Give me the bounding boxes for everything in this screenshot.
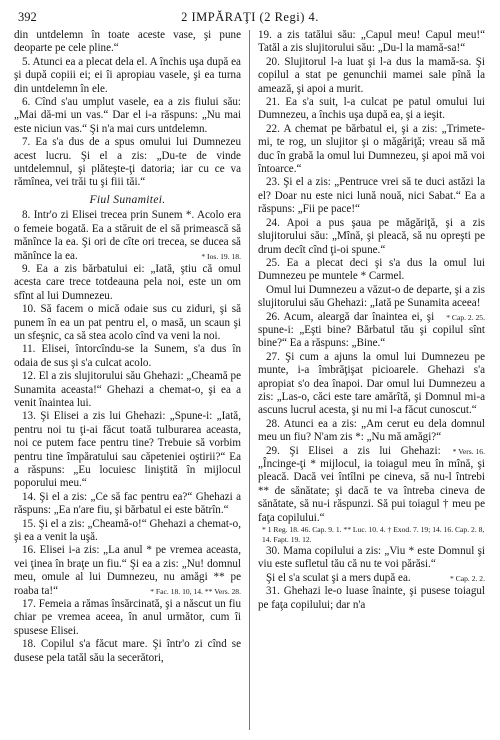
verse-paragraph: 14. Şi el a zis: „Ce să fac pentru ea?“ Ghehazi a răspuns: „Ea n'are fiu, şi bărbatul ei este bătrîn.“ <box>14 490 241 517</box>
page-number: 392 <box>18 10 37 24</box>
verse-paragraph: 30. Mama copilului a zis: „Viu * este Domnul şi viu este sufletul tău că nu te voi părăsi.“ <box>258 545 485 571</box>
verse-paragraph: 16. Elisei i-a zis: „La anul * pe vremea aceasta, vei ţinea în braţe un fiu.“ Şi ea a zis: „Nu! domnul meu, omule al lui Dumnezeu, nu amăgi ** pe roaba ta!“ * Fac. 18. 10, 14. ** Vers. 28. <box>14 544 241 597</box>
verse-paragraph: 27. Şi cum a ajuns la omul lui Dumnezeu pe munte, i-a îmbrăţişat picioarele. Ghehazi s'a apropiat s'o dea înapoi. Dar omul lui Dumnezeu a zis: „Las-o, căci este tare amărîtă, şi Domnul mi-a ascuns lucrul acesta, şi nu mi l-a făcut cunoscut.“ <box>258 350 485 417</box>
verse-paragraph: 11. Elisei, întorcîndu-se la Sunem, s'a dus în odaia de sus şi s'a culcat acolo. <box>14 343 241 369</box>
verse-paragraph: Şi el s'a sculat şi a mers după ea. * Cap. 2. 2. <box>266 571 485 584</box>
verse-paragraph: 5. Atunci ea a plecat dela el. A închis uşa după ea şi după copiii ei; ei îi apropiau vasele, şi ea turna din untdelemn în ele. <box>14 55 241 95</box>
verse-paragraph: 25. Ea a plecat deci şi s'a dus la omul lui Dumnezeu pe muntele * Carmel. <box>258 256 485 283</box>
verse-paragraph: 6. Cînd s'au umplut vasele, ea a zis fiului său: „Mai dă-mi un vas.“ Dar el i-a răspuns: „Nu mai este niciun vas.“ Şi n'a mai curs untdelemn. <box>14 96 241 135</box>
verse-paragraph: 20. Slujitorul l-a luat şi l-a dus la mamă-sa. Şi copilul a stat pe genunchii mamei sale pînă la amează, şi apoi a murit. <box>258 55 485 95</box>
verse-paragraph: 26. Acum, aleargă dar înaintea ei, şi spune-i: „Eşti bine? Bărbatul tău şi copilul sînt bine?“ Ea a răspuns: „Bine.“ <box>258 310 485 350</box>
cross-reference: * 1 Reg. 18. 46. Cap. 9. 1. ** Luc. 10. 4. † Exod. 7. 19; 14. 16. Cap. 2. 8, 14. Fapt. 19. 12. <box>262 525 485 545</box>
column-divider <box>249 30 250 730</box>
cross-reference: * Fac. 18. 10, 14. ** Vers. 28. <box>150 586 241 596</box>
verse-paragraph: 8. Intr'o zi Elisei trecea prin Sunem *. Acolo era o femeie bogată. Ea a stăruit de el să primească să mănînce la ea. Şi ori de cîte ori trecea, se ducea să mănînce la ea. * Ios. 19. 18. <box>14 209 241 262</box>
verse-paragraph: 24. Apoi a pus şaua pe măgăriţă, şi a zis slujitorului său: „Mînă, şi pleacă, să nu opreşti pe drum decît cînd ţi-oi spune.“ <box>258 216 485 256</box>
section-heading: Fiul Sunamitei. <box>89 192 166 206</box>
verse-paragraph: 15. Şi el a zis: „Cheamă-o!“ Ghehazi a chemat-o, şi ea a venit la uşă. <box>14 517 241 544</box>
page-header <box>14 9 486 25</box>
verse-paragraph: 18. Copilul s'a făcut mare. Şi într'o zi cînd se dusese pela tatăl său la secerători, <box>14 638 241 664</box>
verse-paragraph: 13. Şi Elisei a zis lui Ghehazi: „Spune-i: „Iată, pentru noi tu ţi-ai făcut toată tulburarea aceasta, noi ce putem face pentru tine? Trebuie să vorbim pentru tine împăratului sau căpeteniei oştirii?“ Ea a răspuns: „Eu locuiesc liniştită în mijlocul poporului meu.“ <box>14 410 241 490</box>
verse-paragraph: 29. Şi Elisei a zis lui Ghehazi: „Încinge-ţi * mijlocul, ia toiagul meu în mînă, şi pleacă. Dacă vei întîlni pe cineva, să nu-l întrebi ** de sănătate; şi dacă te va întreba cineva de sănătate, să nu-i răspunzi. Să pui toiagul † meu pe faţa copilului.“ * 1 Reg. 18. 46. Cap. 9. 1. ** Luc. 10. 4. † Exod. 7. 19; 14. 16. Cap. 2. 8, 14. Fapt. 19. 12. <box>258 444 485 545</box>
cross-reference: * Ios. 19. 18. <box>201 251 241 261</box>
verse-paragraph: 12. El a zis slujitorului său Ghehazi: „Cheamă pe Sunamita aceasta!“ Ghehazi a chemat-o, şi ea a venit înaintea lui. <box>14 370 241 409</box>
verse-paragraph: 23. Şi el a zis: „Pentruce vrei să te duci astăzi la el? Doar nu este nici lună nouă, nici Sabat.“ Ea a răspuns: „Fii pe pace!“ <box>258 176 485 216</box>
left-column <box>14 29 241 665</box>
verse-paragraph: 31. Ghehazi le-o luase înainte, şi pusese toiagul pe faţa copilului; dar n'a <box>258 585 485 611</box>
verse-paragraph: 22. A chemat pe bărbatul ei, şi a zis: „Trimete-mi, te rog, un slujitor şi o măgăriţă; vreau să mă duc în grabă la omul lui Dumnezeu, şi apoi mă voi întoarce.“ <box>258 122 485 176</box>
verse-paragraph: 19. a zis tatălui său: „Capul meu! Capul meu!“ Tatăl a zis slujitorului său: „Du-l la mamă-sa!“ <box>258 29 485 55</box>
cross-reference: * Vers. 16. <box>452 446 485 456</box>
verse-paragraph: 28. Atunci ea a zis: „Am cerut eu dela domnul meu un fiu? N'am zis *: „Nu mă amăgi?“ * Vers. 16. <box>258 418 485 445</box>
verse-paragraph: 7. Ea s'a dus de a spus omului lui Dumnezeu acest lucru. Şi el a zis: „Du-te de vinde untdelemnul, şi plăteşte-ţi datoria; iar cu ce va rămînea, vei trăi tu şi fiii tăi.“ <box>14 136 241 189</box>
verse-paragraph: 9. Ea a zis bărbatului ei: „Iată, ştiu că omul acesta care trece totdeauna pela noi, este un om sfînt al lui Dumnezeu. <box>14 262 241 302</box>
verse-paragraph: 10. Să facem o mică odaie sus cu ziduri, şi să punem în ea un pat pentru el, o masă, un scaun şi un sfeşnic, ca să stea acolo cînd va veni la noi. <box>14 303 241 342</box>
verse-paragraph: 17. Femeia a rămas însărcinată, şi a născut un fiu chiar pe vremea aceea, în anul următor, cum îi spusese Elisei. <box>14 598 241 637</box>
right-column <box>258 29 485 612</box>
verse-paragraph: Omul lui Dumnezeu a văzut-o de departe, şi a zis slujitorului său Ghehazi: „Iată pe Sunamita aceea! * Cap. 2. 25. <box>258 284 485 311</box>
cross-reference: * Cap. 2. 25. <box>446 312 485 322</box>
cross-reference: * Cap. 2. 2. <box>449 573 485 583</box>
verse-paragraph: 21. Ea s'a suit, l-a culcat pe patul omului lui Dumnezeu, a închis uşa după ea, şi a ieşit. <box>258 96 485 122</box>
verse-paragraph: din untdelemn în toate aceste vase, şi pune deoparte pe cele pline.“ <box>14 29 241 55</box>
running-title: 2 IMPĂRAŢI (2 Regi) 4. <box>181 10 319 24</box>
